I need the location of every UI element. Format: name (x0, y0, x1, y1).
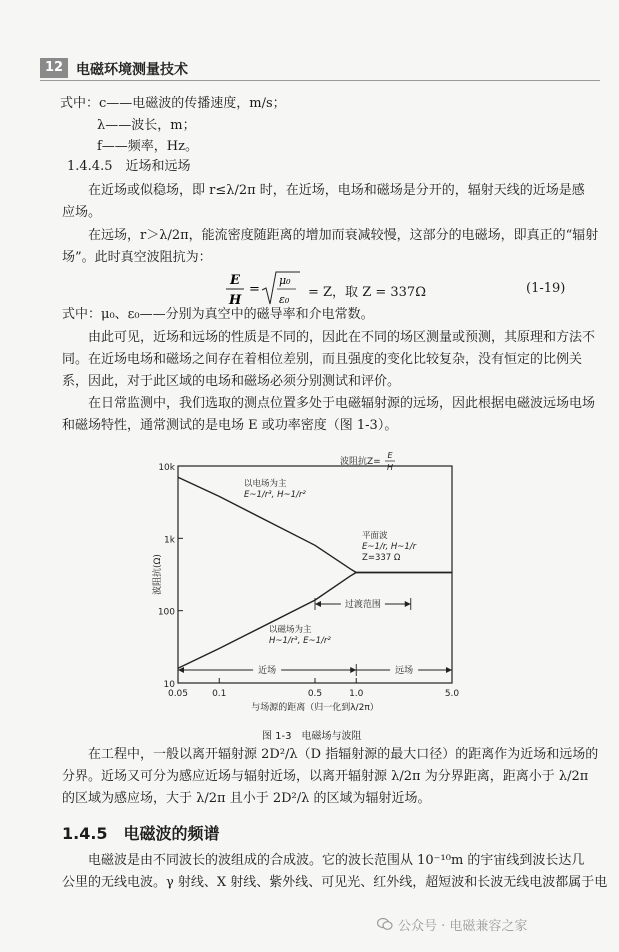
para2-line1: 在远场，r＞λ/2π，能流密度随距离的增加而衰减较慢，这部分的电磁场，即真正的“辐射 (88, 228, 599, 243)
formula-fraction (224, 268, 304, 310)
para3-line3: 系，因此，对于此区域的电场和磁场必须分别测试和评价。 (62, 374, 401, 389)
far-field-label: 远场 (395, 666, 414, 676)
near-field-label: 近场 (258, 666, 277, 676)
para4-line2: 和磁场特性，通常测试的是电场 E 或功率密度（图 1-3）。 (62, 418, 398, 433)
para2-line2: 场”。此时真空波阻抗为： (62, 250, 212, 265)
para1-line1: 在近场或似稳场，即 r≤λ/2π 时，在近场，电场和磁场是分开的，辐射天线的近场是感 (88, 183, 585, 198)
transition-label: 过渡范围 (344, 600, 381, 610)
section-title: 1.4.5 电磁波的频谱 (62, 824, 220, 843)
header-rule (40, 80, 600, 81)
book-title: 电磁环境测量技术 (76, 62, 188, 78)
mu-definition: 式中：μ₀、ε₀——分别为真空中的磁导率和介电常数。 (62, 307, 374, 322)
page-number: 12 (40, 58, 68, 78)
para3-line1: 由此可见，近场和远场的性质是不同的，因此在不同的场区测量或预测，其原理和方法不 (88, 330, 596, 345)
after-fig-line1: 在工程中，一般以离开辐射源 2D²/λ（D 指辐射源的最大口径）的距离作为近场和远场的 (88, 747, 599, 762)
x-axis-label: 与场源的距离（归一化到λ/2π） (251, 703, 379, 713)
transition-arrow-head-left (315, 601, 321, 607)
impedance-formula-label: 波阻抗Z= (340, 457, 381, 467)
figure-caption: 图 1-3 电磁场与波阻 (262, 731, 362, 742)
def-f: f——频率，Hz。 (97, 139, 198, 154)
series-line-0 (178, 477, 452, 572)
para3-line2: 同。在近场电场和磁场之间存在着相位差别，而且强度的变化比较复杂，没有恒定的比例关 (62, 352, 583, 367)
wechat-icon (377, 917, 393, 931)
magnetic-dominant-eq: H~1/r³, E~1/r² (269, 636, 331, 646)
para4-line1: 在日常监测中，我们选取的测点位置多处于电磁辐射源的远场，因此根据电磁波远场电场 (88, 396, 596, 411)
formula-tail: = Z，取 Z = 337Ω (308, 285, 426, 300)
spectrum-line1: 电磁波是由不同波长的波组成的合成波。它的波长范围从 10⁻¹⁰m 的宇宙线到波长达几 (88, 853, 585, 868)
subsection-title: 1.4.4.5 近场和远场 (67, 159, 191, 174)
plane-wave-title: 平面波 (362, 531, 388, 541)
def-lambda: λ——波长，m； (97, 118, 196, 133)
transition-arrow-head-right (405, 601, 411, 607)
y-tick-label: 100 (157, 607, 175, 618)
svg-text:=: = (249, 282, 260, 297)
x-tick-label: 0.05 (167, 689, 189, 699)
far-arrow-head (446, 667, 452, 673)
y-tick-label: 10k (158, 463, 175, 473)
y-tick-label: 10 (163, 680, 175, 690)
spectrum-line2: 公里的无线电波。γ 射线、X 射线、紫外线、可见光、红外线，超短波和长波无线电波都属于电 (62, 875, 608, 890)
after-fig-line2: 分界。近场又可分为感应近场与辐射近场，以离开辐射源 λ/2π 为分界距离，距离小于 λ/2π (62, 769, 589, 784)
series-line-1 (178, 573, 452, 669)
y-tick-label: 1k (164, 535, 175, 546)
electric-dominant-title: 以电场为主 (244, 479, 287, 489)
x-tick-label: 5.0 (444, 689, 460, 699)
x-tick-label: 1.0 (349, 689, 364, 699)
svg-text:E: E (230, 273, 240, 288)
y-axis-label: 波阻抗(Ω) (153, 554, 163, 595)
plane-wave-z: Z=337 Ω (362, 553, 401, 563)
plane-wave-eq: E~1/r, H~1/r (362, 542, 417, 552)
x-tick-label: 0.5 (307, 689, 323, 699)
svg-text:μ₀: μ₀ (279, 274, 291, 287)
x-tick-label: 0.1 (212, 689, 227, 699)
impedance-chart (152, 438, 472, 723)
formula-1-19 (224, 268, 544, 310)
formula-number: (1-19) (526, 281, 566, 296)
plot-frame (178, 466, 452, 683)
magnetic-dominant-title: 以磁场为主 (269, 625, 312, 635)
svg-text:H: H (229, 293, 242, 308)
watermark: 公众号 · 电磁兼容之家 (398, 919, 528, 934)
svg-text:ε₀: ε₀ (279, 293, 290, 306)
after-fig-line3: 的区域为感应场，大于 λ/2π 且小于 2D²/λ 的区域为辐射近场。 (62, 791, 431, 806)
near-arrow-head-right (350, 667, 356, 673)
impedance-formula-num: E (387, 451, 393, 460)
page-header (40, 58, 600, 80)
impedance-formula-den: H (386, 463, 394, 472)
electric-dominant-eq: E~1/r³, H~1/r² (244, 490, 306, 500)
def-c: 式中：c——电磁波的传播速度，m/s； (60, 96, 286, 111)
para1-line2: 应场。 (62, 205, 102, 220)
